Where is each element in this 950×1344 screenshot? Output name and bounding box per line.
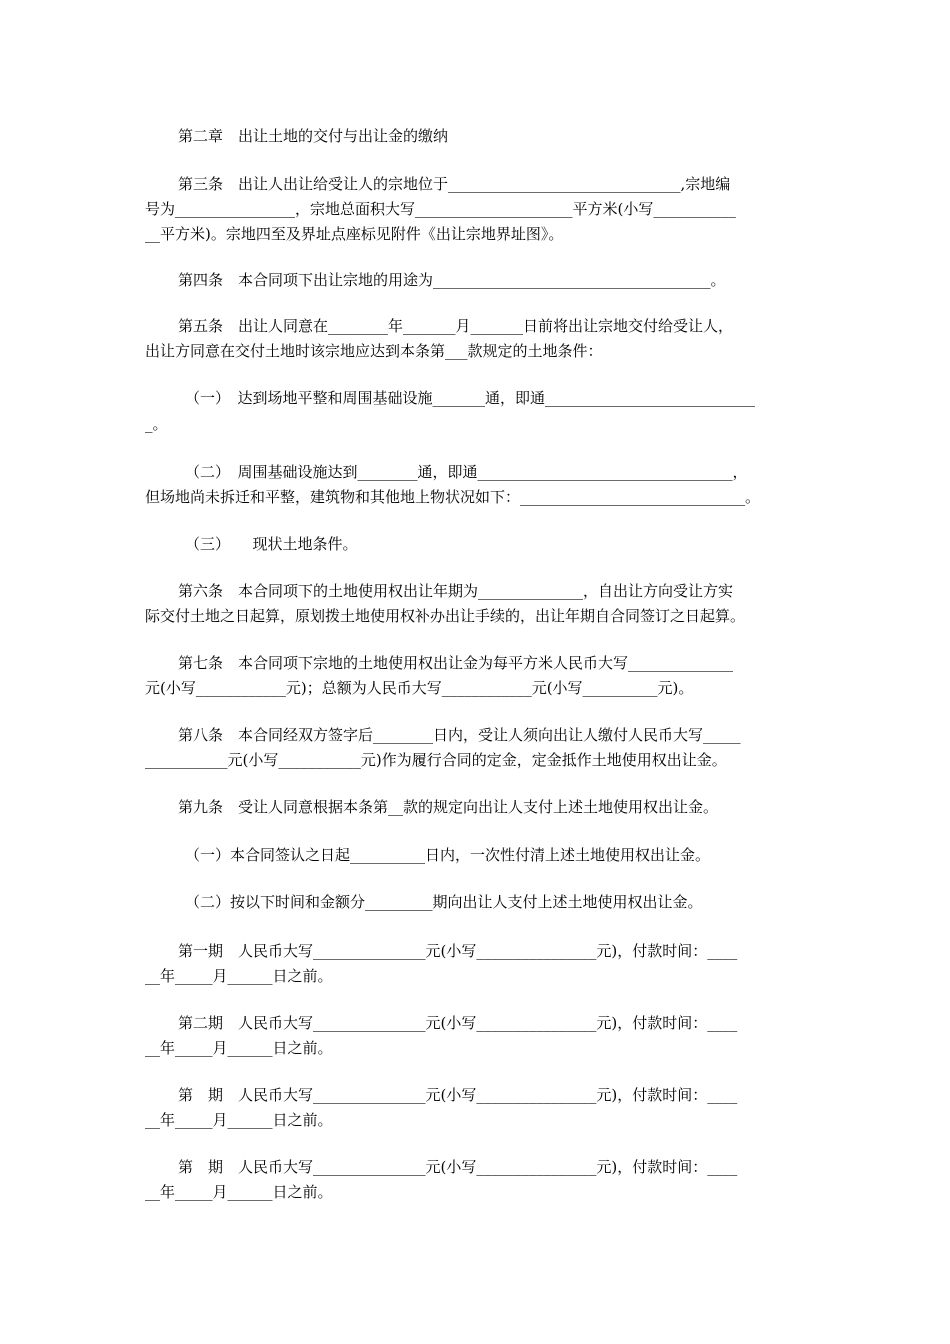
article-4-line-1: 第四条 本合同项下出让宗地的用途为_____________________________________。 [178, 271, 726, 289]
article-3-line-2: 号为________________，宗地总面积大写_____________________平方米(小写___________ [145, 200, 736, 218]
article-7-line-1: 第七条 本合同项下宗地的土地使用权出让金为每平方米人民币大写______________ [178, 654, 734, 672]
period-2-line-1: 第二期 人民币大写_______________元(小写________________元)，付款时间：____ [178, 1014, 738, 1032]
article-5-item-2-line-2: 但场地尚未拆迁和平整，建筑物和其他地上物状况如下：______________________________。 [145, 488, 761, 506]
article-8-line-2: ___________元(小写___________元)作为履行合同的定金，定金抵作土地使用权出让金。 [145, 751, 727, 769]
article-7-line-2: 元(小写____________元)；总额为人民币大写____________元(小写__________元)。 [145, 679, 694, 697]
article-9-item-2-line-1: （二）按以下时间和金额分_________期向出让人支付上述土地使用权出让金。 [185, 893, 703, 911]
period-1-line-2: __年_____月______日之前。 [145, 967, 333, 985]
article-5-item-3-line-1: （三） 现状土地条件。 [185, 535, 358, 553]
article-6-line-2: 际交付土地之日起算，原划拨土地使用权补办出让手续的，出让年期自合同签订之日起算。 [145, 607, 746, 625]
period-4-line-2: __年_____月______日之前。 [145, 1183, 333, 1201]
article-5-line-2: 出让方同意在交付土地时该宗地应达到本条第___款规定的土地条件： [145, 342, 603, 360]
period-3-line-1: 第 期 人民币大写_______________元(小写________________元)，付款时间：____ [178, 1086, 738, 1104]
article-9-line-1: 第九条 受让人同意根据本条第__款的规定向出让人支付上述土地使用权出让金。 [178, 798, 719, 816]
period-2-line-2: __年_____月______日之前。 [145, 1039, 333, 1057]
article-5-item-1-line-1: （一） 达到场地平整和周围基础设施_______通，即通____________________________ [185, 389, 756, 407]
article-3-line-3: __平方米)。宗地四至及界址点座标见附件《出让宗地界址图》。 [145, 225, 564, 243]
period-4-line-1: 第 期 人民币大写_______________元(小写________________元)，付款时间：____ [178, 1158, 738, 1176]
article-8-line-1: 第八条 本合同经双方签字后________日内，受让人须向出让人缴付人民币大写_____ [178, 726, 741, 744]
article-5-item-2-line-1: （二） 周围基础设施达到________通，即通__________________________________， [185, 463, 748, 481]
period-1-line-1: 第一期 人民币大写_______________元(小写________________元)，付款时间：____ [178, 942, 738, 960]
period-3-line-2: __年_____月______日之前。 [145, 1111, 333, 1129]
article-5-line-1: 第五条 出让人同意在________年_______月_______日前将出让宗地交付给受让人， [178, 317, 734, 335]
article-3-line-1: 第三条 出让人出让给受让人的宗地位于_______________________________,宗地编 [178, 175, 731, 193]
article-6-line-1: 第六条 本合同项下的土地使用权出让年期为______________，自出让方向受让方实 [178, 582, 734, 600]
article-9-item-1-line-1: （一）本合同签认之日起__________日内，一次性付清上述土地使用权出让金。 [185, 846, 711, 864]
article-5-item-1-line-2: _。 [145, 415, 168, 433]
chapter-title: 第二章 出让土地的交付与出让金的缴纳 [178, 127, 449, 145]
